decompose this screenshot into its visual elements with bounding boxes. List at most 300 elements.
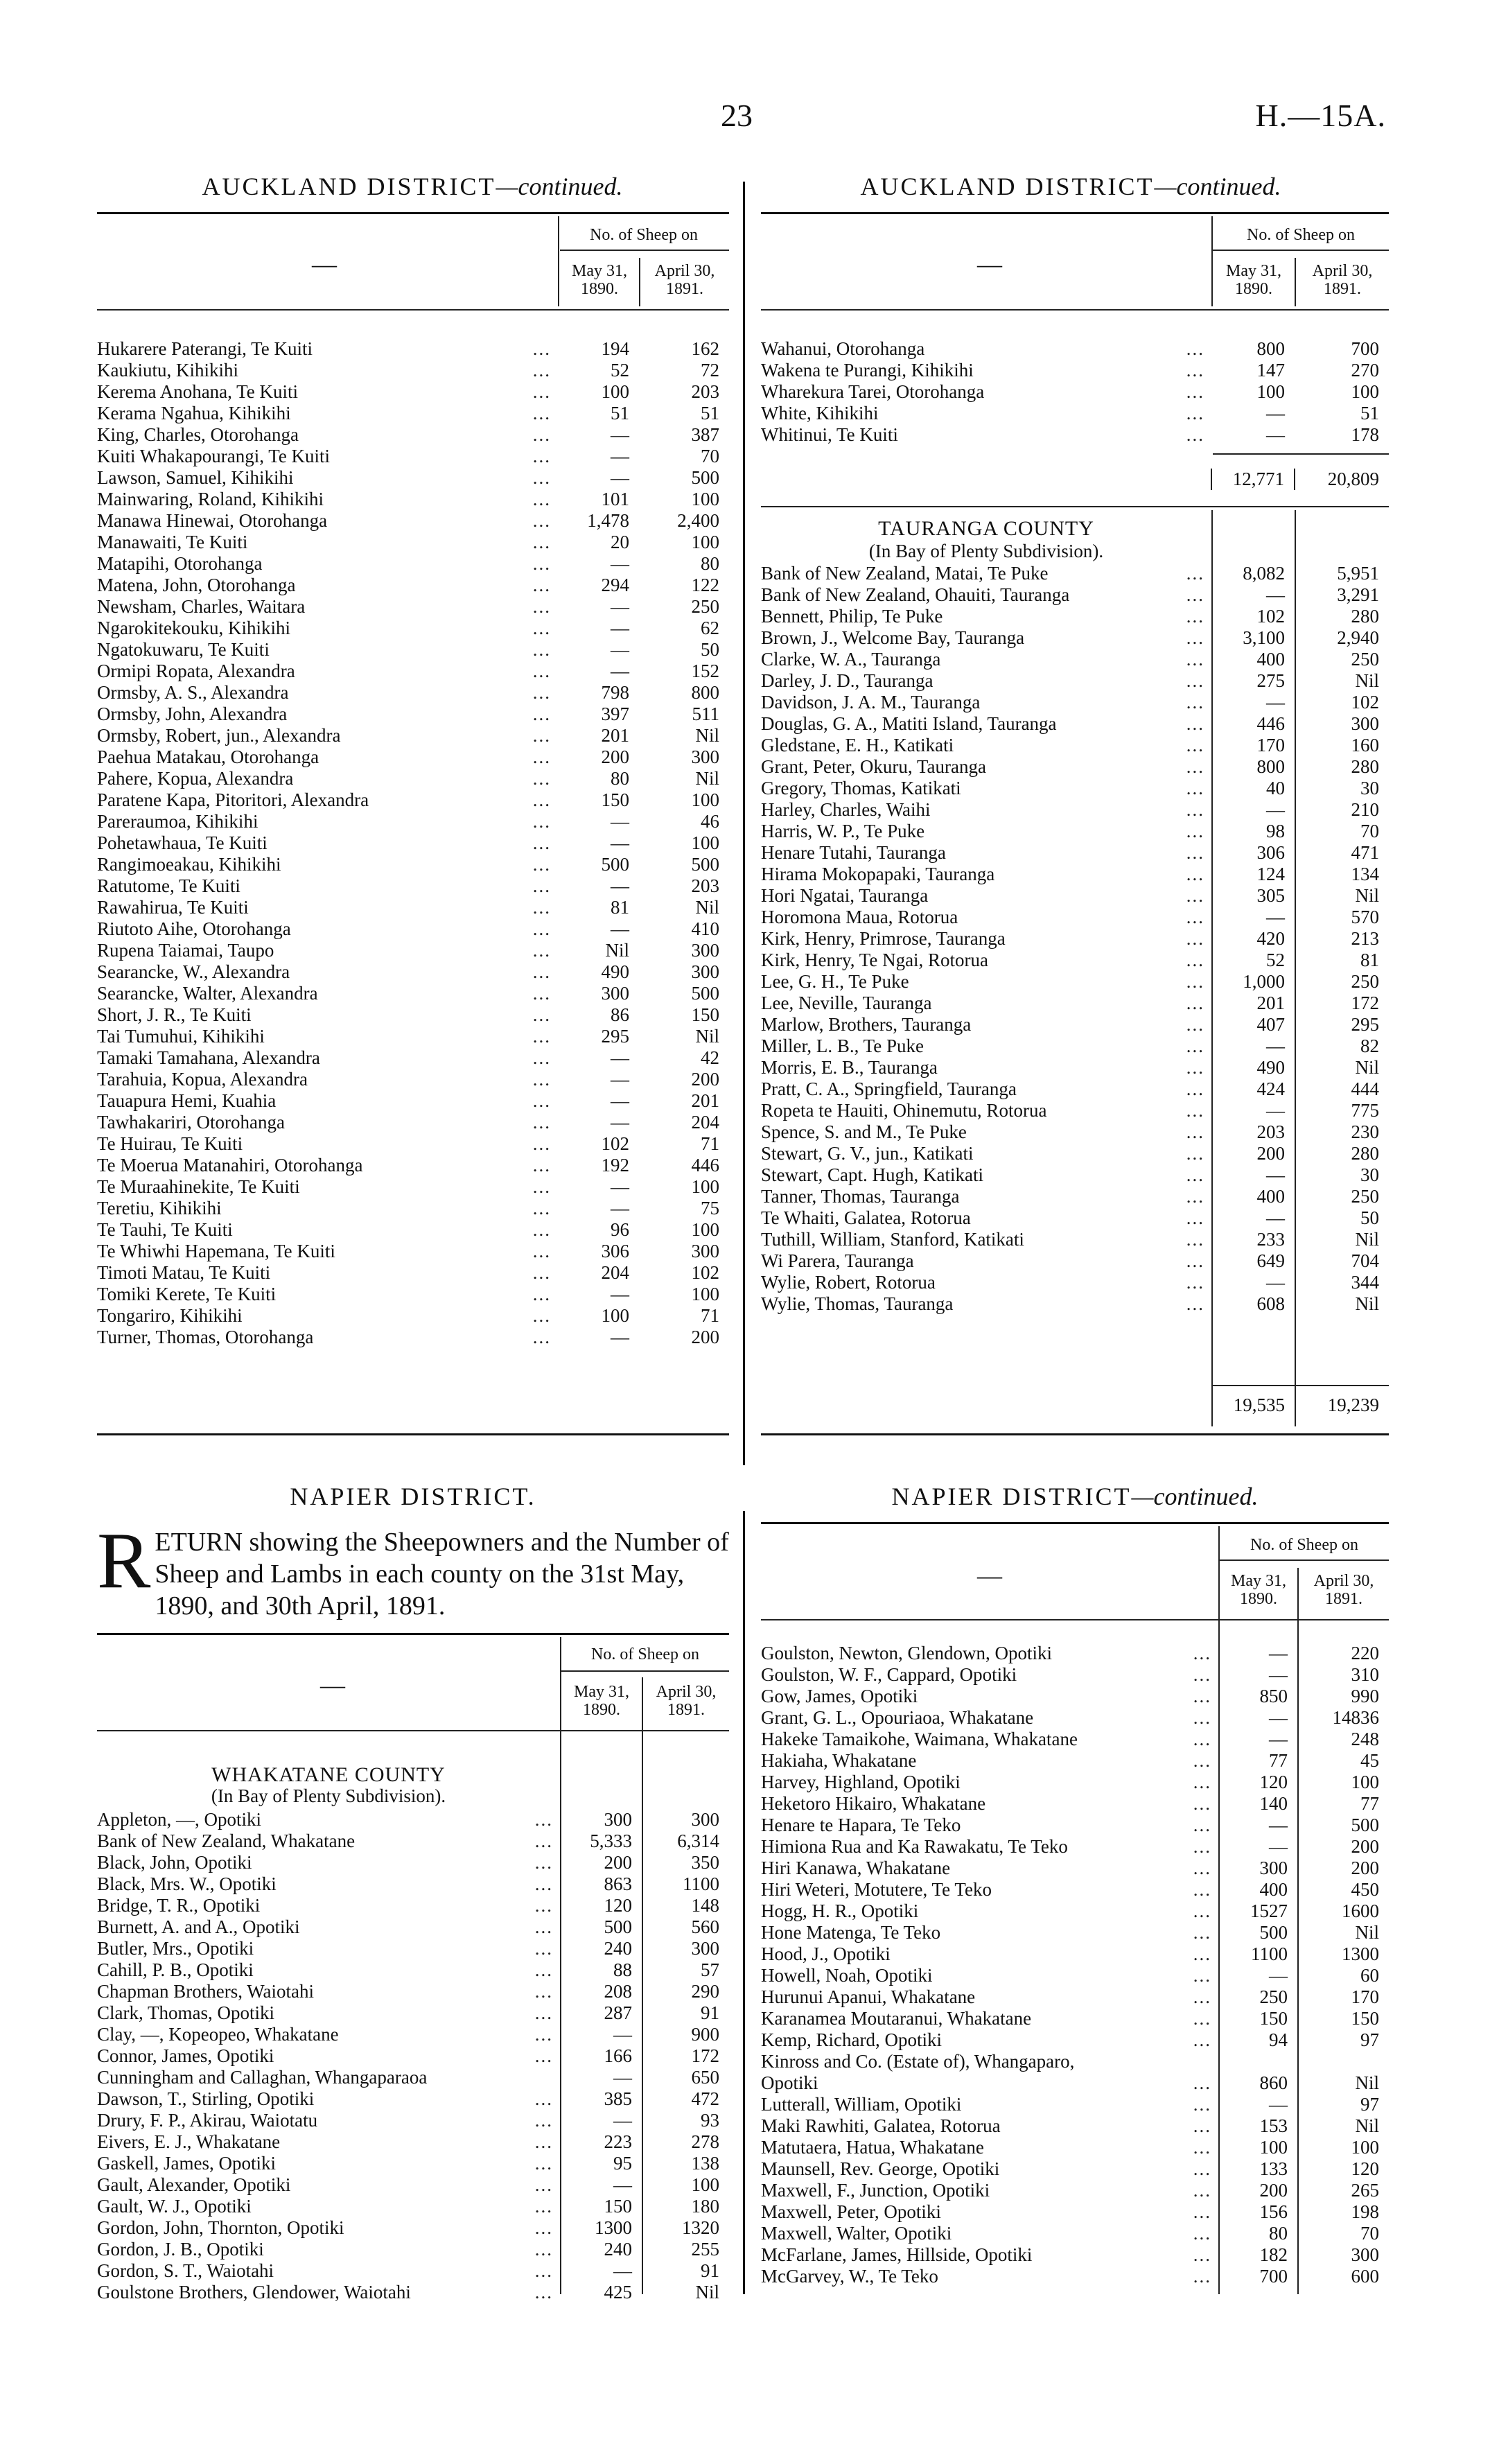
table-row [97, 661, 729, 682]
leader-dots: ... [534, 2196, 553, 2217]
date2-line1: April 30, [1312, 262, 1373, 280]
right-bottom-date1-header [1220, 1572, 1297, 1608]
owner-name-cell [761, 2029, 1218, 2051]
sheep-1891: 150 [691, 1004, 719, 1025]
leader-dots: ... [1193, 1858, 1211, 1878]
left-top-header-bottom-rule [97, 309, 729, 311]
right-top-name-header-dash: — [977, 250, 1002, 278]
sheep-1890: — [611, 596, 629, 617]
leader-dots: ... [1193, 1793, 1211, 1814]
sheep-1890: 100 [601, 381, 629, 402]
leader-dots: ... [1186, 1272, 1204, 1293]
owner-name: Kirk, Henry, Primrose, Tauranga [761, 928, 1006, 949]
table-row [761, 1272, 1389, 1293]
owner-name: Turner, Thomas, Otorohanga [97, 1327, 314, 1347]
table-row [97, 789, 729, 811]
owner-name-cell [761, 670, 1211, 692]
owner-name: Te Muraahinekite, Te Kuiti [97, 1176, 300, 1197]
sheep-1891: Nil [695, 1026, 719, 1047]
sheep-1890: — [611, 446, 629, 466]
owner-name: Maunsell, Rev. George, Opotiki [761, 2158, 1000, 2179]
sheep-1891: 280 [1351, 1143, 1379, 1164]
owner-name: Wi Parera, Tauranga [761, 1250, 914, 1271]
owner-name: Manawaiti, Te Kuiti [97, 532, 248, 552]
owner-name: Maxwell, F., Junction, Opotiki [761, 2180, 990, 2201]
owner-name-cell [97, 1873, 560, 1895]
owner-name: Hone Matenga, Te Teko [761, 1922, 941, 1943]
sheep-1890: — [611, 1198, 629, 1218]
leader-dots: ... [1193, 1643, 1211, 1663]
table-row [761, 1815, 1389, 1836]
sheep-1891: 248 [1351, 1729, 1379, 1749]
leader-dots: ... [1186, 670, 1204, 691]
leader-dots: ... [1193, 1943, 1211, 1964]
sheep-1890: 240 [604, 1938, 632, 1959]
owner-name-cell [97, 1241, 558, 1262]
leader-dots: ... [1193, 1664, 1211, 1685]
owner-name: Maxwell, Walter, Opotiki [761, 2223, 952, 2244]
owner-name: Wylie, Thomas, Tauranga [761, 1293, 954, 1314]
table-row [761, 1901, 1389, 1922]
sheep-1890: 1,000 [1243, 971, 1285, 992]
table-row [761, 1164, 1389, 1186]
sheep-1890: 96 [611, 1219, 629, 1240]
owner-name-cell [97, 1852, 560, 1873]
owner-name: Hukarere Paterangi, Te Kuiti [97, 338, 313, 359]
table-row [761, 971, 1389, 993]
sheep-1891: 250 [1351, 649, 1379, 670]
sheep-1891: 148 [691, 1895, 719, 1916]
owner-name: Ratutome, Te Kuiti [97, 875, 240, 896]
whakatane-county-heading: WHAKATANE COUNTY [211, 1763, 446, 1786]
sheep-1891: 472 [691, 2088, 719, 2109]
sheep-1891: 72 [701, 360, 719, 381]
sheep-1891: 93 [701, 2110, 719, 2131]
sheep-1890: 400 [1256, 1186, 1285, 1207]
owner-name-cell [761, 606, 1211, 627]
sheep-1891: 91 [701, 2002, 719, 2023]
leader-dots: ... [532, 1284, 551, 1304]
left-bottom-header-bottom-rule [97, 1730, 729, 1731]
table-row [97, 768, 729, 789]
table-row [761, 1879, 1389, 1901]
table-row [97, 2282, 729, 2303]
owner-name-cell [761, 1836, 1218, 1858]
tauranga-county-heading: TAURANGA COUNTY [878, 517, 1094, 540]
owner-name-cell [761, 2244, 1218, 2266]
owner-name-cell [761, 1686, 1218, 1707]
table-row [97, 1305, 729, 1327]
sheep-1890: 40 [1266, 778, 1285, 798]
owner-name-cell [761, 2158, 1218, 2180]
leader-dots: ... [532, 403, 551, 423]
owner-name-cell [97, 2045, 560, 2067]
sheep-1890: 8,082 [1243, 563, 1285, 584]
owner-name-cell [97, 854, 558, 875]
sheep-1891: 70 [1360, 2223, 1379, 2244]
owner-name: Kerama Ngahua, Kihikihi [97, 403, 291, 423]
sheep-1891: 100 [1351, 381, 1379, 402]
leader-dots: ... [532, 768, 551, 789]
owner-name: Tauapura Hemi, Kuahia [97, 1090, 277, 1111]
right-top-bottom-rule [761, 1433, 1389, 1435]
leader-dots: ... [534, 2174, 553, 2195]
total-1890: 19,535 [1233, 1395, 1285, 1415]
sheep-1890: 700 [1259, 2266, 1288, 2287]
leader-dots: ... [532, 381, 551, 402]
leader-dots: ... [1186, 563, 1204, 584]
owner-name: Short, J. R., Te Kuiti [97, 1004, 252, 1025]
sheep-1891: Nil [1355, 1229, 1379, 1250]
table-row [97, 983, 729, 1004]
owner-name-cell [97, 1916, 560, 1938]
table-row [761, 2158, 1389, 2180]
owner-name-cell [97, 381, 558, 403]
owner-name-cell [97, 639, 558, 661]
owner-name: Brown, J., Welcome Bay, Tauranga [761, 627, 1025, 648]
table-row [761, 2051, 1389, 2072]
table-row [97, 338, 729, 360]
owner-name: Spence, S. and M., Te Puke [761, 1121, 967, 1142]
owner-name-cell [761, 2094, 1218, 2115]
sheep-1890: 223 [604, 2131, 632, 2152]
leader-dots: ... [534, 1959, 553, 1980]
owner-name: Gledstane, E. H., Katikati [761, 735, 954, 755]
leader-dots: ... [532, 424, 551, 445]
right-bottom-title-suffix: continued. [1153, 1483, 1259, 1510]
leader-dots: ... [532, 832, 551, 853]
owner-name: Rangimoeakau, Kihikihi [97, 854, 281, 875]
leader-dots: ... [532, 1327, 551, 1347]
owner-name: Wharekura Tarei, Otorohanga [761, 381, 985, 402]
leader-dots: ... [1193, 2072, 1211, 2093]
table-row [97, 1133, 729, 1155]
owner-name: Hirama Mokopapaki, Tauranga [761, 864, 995, 884]
table-row [761, 1965, 1389, 1986]
owner-name-cell [761, 563, 1211, 584]
leader-dots: ... [1186, 885, 1204, 906]
sheep-1891: Nil [1355, 2072, 1379, 2093]
owner-name-cell [97, 1327, 558, 1348]
owner-name: Marlow, Brothers, Tauranga [761, 1014, 972, 1035]
owner-name: Ngarokitekouku, Kihikihi [97, 618, 290, 638]
owner-name: Black, John, Opotiki [97, 1852, 252, 1873]
date1-line1: May 31, [572, 262, 627, 280]
sheep-1890: 649 [1256, 1250, 1285, 1271]
sheep-1891: 100 [1351, 2137, 1379, 2158]
owner-name: Stewart, G. V., jun., Katikati [761, 1143, 974, 1164]
owner-name: Pohetawhaua, Te Kuiti [97, 832, 268, 853]
owner-name: Te Tauhi, Te Kuiti [97, 1219, 233, 1240]
sheep-1891: 300 [1351, 2244, 1379, 2265]
sheep-1890: — [613, 2260, 632, 2281]
leader-dots: ... [532, 746, 551, 767]
right-top-group-underline [1213, 250, 1389, 251]
leader-dots: ... [1193, 1986, 1211, 2007]
owner-name: Pratt, C. A., Springfield, Tauranga [761, 1078, 1017, 1099]
owner-name: Burnett, A. and A., Opotiki [97, 1916, 300, 1937]
leader-dots: ... [532, 1305, 551, 1326]
owner-name-cell [97, 1069, 558, 1090]
table-row [97, 1284, 729, 1305]
table-row [761, 1922, 1389, 1943]
table-row [761, 1793, 1389, 1815]
owner-name-cell [97, 618, 558, 639]
sheep-1891: Nil [1355, 885, 1379, 906]
leader-dots: ... [1186, 842, 1204, 863]
table-row [97, 2239, 729, 2260]
sheep-1891: 310 [1351, 1664, 1379, 1685]
owner-name-cell [761, 1772, 1218, 1793]
sheep-1890: — [611, 424, 629, 445]
sheep-1890: 208 [604, 1981, 632, 2002]
sheep-1890: 305 [1256, 885, 1285, 906]
owner-name: Hori Ngatai, Tauranga [761, 885, 929, 906]
sheep-1891: 570 [1351, 907, 1379, 927]
leader-dots: ... [1193, 2137, 1211, 2158]
right-bottom-group-underline [1220, 1559, 1389, 1561]
leader-dots: ... [532, 1047, 551, 1068]
leader-dots: ... [532, 596, 551, 617]
sheep-1891: 172 [691, 2045, 719, 2066]
owner-name: Morris, E. B., Tauranga [761, 1057, 938, 1078]
sheep-1890: 240 [604, 2239, 632, 2260]
table-row [97, 854, 729, 875]
owner-name: Darley, J. D., Tauranga [761, 670, 934, 691]
table-row [97, 639, 729, 661]
leader-dots: ... [1186, 627, 1204, 648]
sheep-1891: 71 [701, 1133, 719, 1154]
left-top-date1-header [560, 262, 639, 298]
left-bottom-group-underline [561, 1670, 729, 1672]
owner-name-cell [97, 1047, 558, 1069]
table-row [761, 1078, 1389, 1100]
owner-name: Wahanui, Otorohanga [761, 338, 925, 359]
group-header-text: No. of Sheep on [1250, 1536, 1358, 1554]
owner-name: Hakeke Tamaikohe, Waimana, Whakatane [761, 1729, 1078, 1749]
owner-name: Matutaera, Hatua, Whakatane [761, 2137, 984, 2158]
sheep-1890: 204 [601, 1262, 629, 1283]
leader-dots: ... [1186, 1057, 1204, 1078]
sheep-1891: 30 [1360, 1164, 1379, 1185]
sheep-1891: 91 [701, 2260, 719, 2281]
right-top-subtotal [761, 469, 1389, 490]
table-row [97, 2002, 729, 2024]
owner-name-cell [761, 1121, 1211, 1143]
owner-name-cell [761, 1879, 1218, 1901]
sheep-1891: 100 [691, 789, 719, 810]
leader-dots: ... [534, 2239, 553, 2260]
leader-dots: ... [1186, 1207, 1204, 1228]
right-bottom-title-text: NAPIER DISTRICT [891, 1483, 1132, 1510]
owner-name-cell [97, 1262, 558, 1284]
sheep-1890: — [613, 2174, 632, 2195]
owner-name: Connor, James, Opotiki [97, 2045, 274, 2066]
right-bottom-header-rule [761, 1522, 1389, 1524]
left-top-bottom-rule [97, 1433, 729, 1435]
sheep-1890: — [1269, 1815, 1288, 1835]
center-divider-lower [743, 1511, 745, 2294]
table-row [761, 2094, 1389, 2115]
leader-dots: ... [532, 1133, 551, 1154]
sheep-1890: 120 [604, 1895, 632, 1916]
owner-name: Clarke, W. A., Tauranga [761, 649, 941, 670]
sheep-1891: 200 [1351, 1836, 1379, 1857]
owner-name: Maki Rawhiti, Galatea, Rotorua [761, 2115, 1001, 2136]
table-row [761, 2244, 1389, 2266]
table-row [97, 2110, 729, 2131]
sheep-1890: — [1266, 403, 1285, 423]
sheep-1890: 500 [604, 1916, 632, 1937]
owner-name-cell [97, 682, 558, 704]
sheep-1891: 700 [1351, 338, 1379, 359]
leader-dots: ... [534, 2045, 553, 2066]
page-number: 23 [721, 98, 753, 133]
owner-name-cell [97, 2153, 560, 2174]
group-header-text: No. of Sheep on [591, 1645, 699, 1663]
table-row [761, 1293, 1389, 1315]
tauranga-county-table [761, 563, 1389, 1315]
owner-name: Hiri Weteri, Motutere, Te Teko [761, 1879, 992, 1900]
table-row [761, 1143, 1389, 1164]
owner-name: Horomona Maua, Rotorua [761, 907, 958, 927]
sheep-1891: 1320 [682, 2217, 719, 2238]
sheep-1891: 160 [1351, 735, 1379, 755]
whakatane-county-subheading: (In Bay of Plenty Subdivision). [211, 1785, 446, 1806]
table-row [97, 1895, 729, 1916]
sheep-1890: 81 [611, 897, 629, 918]
owner-name-cell [97, 983, 558, 1004]
owner-name: Hakiaha, Whakatane [761, 1750, 917, 1771]
sheep-1891: 30 [1360, 778, 1379, 798]
sheep-1891: 42 [701, 1047, 719, 1068]
total-1891: 19,239 [1327, 1395, 1379, 1415]
table-row [97, 1241, 729, 1262]
leader-dots: ... [1186, 993, 1204, 1013]
sheep-1891: 46 [701, 811, 719, 832]
table-row [97, 940, 729, 961]
leader-dots: ... [532, 360, 551, 381]
leader-dots: ... [534, 2282, 553, 2303]
right-bottom-date2-header [1299, 1572, 1389, 1608]
owner-name-cell [761, 692, 1211, 713]
sheep-1891: 100 [691, 489, 719, 509]
sheep-1891: 900 [691, 2024, 719, 2045]
owner-name-cell [761, 2072, 1218, 2094]
sheep-1890: — [611, 918, 629, 939]
leader-dots: ... [1193, 2201, 1211, 2222]
owner-name-cell [97, 596, 558, 618]
leader-dots: ... [1193, 1750, 1211, 1771]
owner-name-cell [761, 2266, 1218, 2287]
sheep-1890: — [611, 639, 629, 660]
owner-name: Gregory, Thomas, Katikati [761, 778, 961, 798]
leader-dots: ... [1186, 799, 1204, 820]
sheep-1891: 280 [1351, 756, 1379, 777]
table-row [761, 1186, 1389, 1207]
sheep-1891: 471 [1351, 842, 1379, 863]
sheep-1890: — [611, 1112, 629, 1133]
leader-dots: ... [532, 553, 551, 574]
left-bottom-name-header-dash: — [320, 1671, 345, 1699]
owner-name-cell [97, 704, 558, 725]
sheep-1890: 490 [1256, 1057, 1285, 1078]
sheep-1891: 81 [1360, 950, 1379, 970]
left-top-col-sep-1 [558, 216, 559, 306]
sheep-1890: — [1266, 424, 1285, 445]
sheep-1890: 407 [1256, 1014, 1285, 1035]
sheep-1890: 1100 [1251, 1943, 1288, 1964]
table-row [761, 1943, 1389, 1965]
owner-name: Cunningham and Callaghan, Whangaparaoa [97, 2067, 428, 2088]
table-row [97, 2153, 729, 2174]
leader-dots: ... [534, 1895, 553, 1916]
sheep-1890: — [1266, 1164, 1285, 1185]
date1-line2: 1890. [583, 1701, 620, 1719]
sheep-1891: Nil [1355, 1922, 1379, 1943]
subtotal-1891: 20,809 [1295, 469, 1389, 490]
owner-name: Te Whaiti, Galatea, Rotorua [761, 1207, 971, 1228]
sheep-1891: 500 [1351, 1815, 1379, 1835]
owner-name-cell [761, 1901, 1218, 1922]
leader-dots: ... [532, 940, 551, 961]
owner-name-cell [97, 746, 558, 768]
leader-dots: ... [1193, 2029, 1211, 2050]
owner-name-cell [761, 1272, 1211, 1293]
owner-name: Lee, G. H., Te Puke [761, 971, 909, 992]
right-top-table [761, 338, 1389, 446]
sheep-1891: 5,951 [1337, 563, 1379, 584]
table-row [761, 2115, 1389, 2137]
sheep-1890: 150 [604, 2196, 632, 2217]
left-top-group-header [560, 226, 728, 244]
left-bottom-group-header [561, 1645, 729, 1663]
leader-dots: ... [532, 1198, 551, 1218]
owner-name: Kuiti Whakapourangi, Te Kuiti [97, 446, 331, 466]
owner-name-cell [97, 1938, 560, 1959]
date1-line1: May 31, [574, 1683, 629, 1701]
sheep-1890: — [613, 2067, 632, 2088]
sheep-1890: 170 [1256, 735, 1285, 755]
owner-name: Tamaki Tamahana, Alexandra [97, 1047, 320, 1068]
owner-name: Harvey, Highland, Opotiki [761, 1772, 961, 1792]
table-row [761, 360, 1389, 381]
table-row [761, 338, 1389, 360]
owner-name-cell [761, 1229, 1211, 1250]
table-row [97, 1155, 729, 1176]
owner-name-cell [97, 897, 558, 918]
owner-name-cell [97, 1284, 558, 1305]
sheep-1890: 86 [611, 1004, 629, 1025]
table-row [97, 1026, 729, 1047]
leader-dots: ... [534, 2131, 553, 2152]
sheep-1891: 138 [691, 2153, 719, 2174]
date1-line1: May 31, [1231, 1572, 1286, 1590]
leader-dots: ... [534, 1916, 553, 1937]
table-row [97, 1112, 729, 1133]
sheep-1890: 95 [613, 2153, 632, 2174]
return-intro-paragraph [97, 1517, 729, 1622]
owner-name-cell [97, 1004, 558, 1026]
owner-name-cell [97, 553, 558, 575]
table-row [761, 692, 1389, 713]
table-row [97, 682, 729, 704]
sheep-1890: — [1269, 1707, 1288, 1728]
sheep-1891: 80 [701, 553, 719, 574]
table-row [97, 1090, 729, 1112]
owner-name-cell [761, 1943, 1218, 1965]
left-top-header-rule [97, 212, 729, 214]
